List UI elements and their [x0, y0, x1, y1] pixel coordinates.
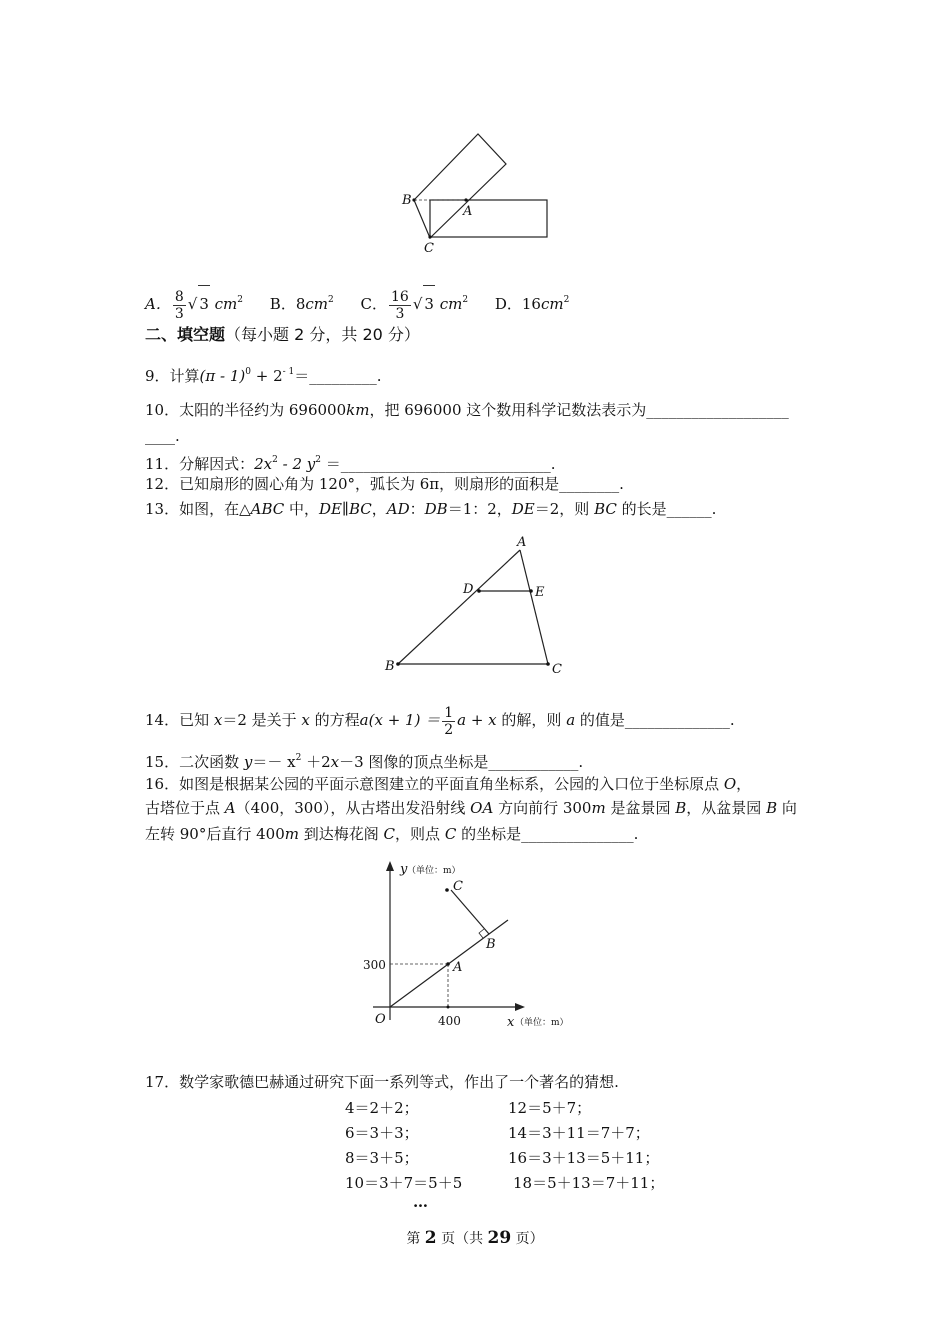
eq-left-4: 10＝3＋7＝5＋5	[345, 1174, 463, 1192]
q16-oa: OA	[470, 799, 494, 817]
q16-l1a: 16．如图是根据某公园的平面示意图建立的平面直角坐标系，公园的入口位于坐标原点	[145, 775, 724, 793]
q10-unit: km	[346, 401, 370, 419]
y-axis-unit: （单位：m）	[407, 866, 461, 876]
section-heading	[145, 325, 420, 345]
q16-b: B	[675, 799, 687, 817]
q16-l3a: 左转 90°后直行 400	[145, 825, 285, 843]
label-c: C	[552, 662, 562, 677]
question-9	[145, 362, 382, 386]
option-d	[495, 282, 569, 322]
footer-pre: 第	[406, 1231, 425, 1247]
point-a-dot	[464, 198, 467, 201]
footer-total-pages: 29	[487, 1228, 512, 1248]
question-10	[145, 400, 789, 420]
q14-part1: 14．已知	[145, 711, 214, 729]
origin-label: O	[375, 1012, 386, 1027]
q16-a: A	[224, 799, 236, 817]
option-d-value: 16	[521, 295, 541, 313]
q14-part3: 的方程	[309, 711, 360, 729]
q13-de2: DE	[511, 500, 535, 518]
point-c-label: C	[453, 879, 463, 894]
label-b: B	[385, 659, 395, 674]
q13-part-e: ：	[409, 500, 425, 518]
q16-l3c: ，则点	[395, 825, 445, 843]
eq-left-2: 6＝3＋3；	[345, 1124, 419, 1142]
label-a: A	[517, 535, 527, 550]
label-d: D	[463, 582, 474, 597]
q13-part-d: ，	[371, 500, 387, 518]
point-c-dot	[445, 888, 449, 892]
figure-coordinate-plane	[355, 855, 595, 1035]
point-d-dot	[477, 589, 481, 593]
q17-intro: 17．数学家歌德巴赫通过研究下面一系列等式，作出了一个著名的猜想.	[145, 1073, 619, 1091]
y-axis-arrow	[386, 861, 394, 871]
side-ab	[398, 550, 520, 664]
q9-expr-b: + 2	[251, 367, 283, 385]
question-11	[145, 450, 556, 474]
option-d-unit: cm	[540, 295, 564, 313]
q13-part-a: 13．如图，在△	[145, 500, 251, 518]
question-15	[145, 748, 583, 772]
option-b-value: 8	[295, 295, 306, 313]
side-ac	[520, 550, 548, 664]
q14-denominator: 2	[444, 721, 454, 738]
question-10-continued	[145, 426, 180, 446]
q16-c2: C	[444, 825, 457, 843]
q11-term1: 2x	[254, 455, 273, 473]
q13-de: DE	[319, 500, 343, 518]
eq-ellipsis: …	[413, 1193, 428, 1211]
q11-term2: - 2 y	[277, 455, 316, 473]
q13-parallel: ∥	[342, 500, 349, 518]
q13-abc: ABC	[250, 500, 285, 518]
q16-m1: m	[591, 799, 606, 817]
q9-expr-a: (π - 1)	[199, 367, 246, 385]
eq-right-1: 12＝5＋7；	[508, 1099, 592, 1117]
option-a-numerator: 8	[174, 288, 184, 305]
x-axis-arrow	[515, 1003, 525, 1011]
option-b-exponent: 2	[328, 295, 334, 305]
q9-exp0: 0	[245, 367, 251, 377]
q13-ad: AD	[386, 500, 410, 518]
q14-fraction	[442, 705, 455, 738]
option-b-unit: cm	[305, 295, 328, 313]
q14-a: a	[566, 711, 576, 729]
option-d-label: D．	[494, 295, 522, 313]
point-c-dot	[546, 662, 550, 666]
option-c-numerator: 16	[391, 288, 409, 305]
option-a: A． $\frac{8}{3}$ √ 3 $cm^2$	[145, 282, 243, 322]
q16-l2f: 向	[777, 799, 797, 817]
q16-l2a: 古塔位于点	[145, 799, 225, 817]
question-17	[145, 1072, 619, 1092]
option-c-unit: cm	[439, 295, 463, 313]
page-footer	[0, 1228, 950, 1248]
question-12	[145, 474, 624, 494]
q9-suffix: ＝_________.	[294, 367, 382, 385]
q15-part2: ＝－ x	[252, 753, 296, 771]
eq-left-3: 8＝3＋5；	[345, 1149, 419, 1167]
q13-part-b: 中，	[284, 500, 320, 518]
q13-bc2: BC	[594, 500, 617, 518]
eq-right-3: 16＝3＋13＝5＋11；	[508, 1149, 660, 1167]
q13-part-g: ＝2，则	[534, 500, 595, 518]
q11-prefix: 11．分解因式：	[145, 455, 255, 473]
point-b-dot	[412, 198, 415, 201]
question-13	[145, 499, 716, 519]
tilted-rectangle	[414, 134, 506, 238]
q11-exp1: 2	[272, 455, 278, 465]
q16-b2: B	[766, 799, 778, 817]
point-b-dot	[396, 662, 400, 666]
option-a-fraction	[173, 289, 186, 322]
q16-l2e: ，从盆景园	[686, 799, 767, 817]
label-a: A	[463, 204, 473, 219]
q10-text-a: 10．太阳的半径约为 696000	[145, 401, 347, 419]
q15-exp: 2	[295, 753, 302, 763]
label-e: E	[535, 585, 545, 600]
option-a-denominator: 3	[174, 305, 184, 322]
q15-part3: ＋2	[301, 753, 331, 771]
question-16-line1	[145, 774, 751, 794]
q14-x2: x	[301, 711, 310, 729]
q15-x: x	[330, 753, 340, 771]
q11-exp2: 2	[315, 455, 321, 465]
option-c-fraction	[389, 289, 411, 322]
option-a-label: A．	[145, 295, 171, 313]
label-b: B	[402, 193, 412, 208]
q16-l3d: 的坐标是_______________.	[456, 825, 639, 843]
q14-part4: 的解，则	[496, 711, 567, 729]
q16-l3b: 到达梅花阁	[299, 825, 384, 843]
q16-o: O	[723, 775, 737, 793]
q16-l1b: ，	[736, 775, 752, 793]
point-a-dot	[446, 962, 450, 966]
eq-right-2: 14＝3＋11＝7＋7；	[508, 1124, 650, 1142]
figure-triangle	[380, 530, 570, 680]
q16-c: C	[383, 825, 396, 843]
x-axis-label: x	[507, 1015, 515, 1030]
q10-cont: ____.	[145, 427, 180, 445]
q13-part-f: ＝1：2，	[447, 500, 512, 518]
option-c-label: C．	[360, 295, 387, 313]
q9-exp-neg1: - 1	[282, 367, 295, 377]
horizontal-rectangle	[430, 200, 547, 237]
footer-page-number: 2	[424, 1228, 437, 1248]
label-c: C	[424, 241, 434, 256]
point-c-dot	[428, 235, 431, 238]
question-16-line3	[145, 824, 638, 844]
point-e-dot	[529, 589, 533, 593]
q14-part2: ＝2 是关于	[222, 711, 302, 729]
tick-300-label: 300	[363, 958, 386, 972]
y-axis-label: y	[400, 862, 408, 877]
option-d-exponent: 2	[563, 295, 570, 305]
option-c: C． $\frac{16}{3}$ √ 3 $cm^2$	[361, 282, 469, 322]
option-c-radicand: 3	[423, 285, 435, 322]
eq-right-4: 18＝5＋13＝7＋11；	[513, 1174, 665, 1192]
segment-bc	[451, 890, 489, 934]
option-b	[270, 282, 334, 322]
q11-suffix: ＝____________________________.	[320, 455, 556, 473]
right-angle-mark	[479, 929, 484, 938]
option-a-radicand: 3	[198, 285, 210, 322]
tick-400-label: 400	[438, 1014, 461, 1028]
question-16-line2	[145, 798, 797, 818]
figure-rectangles	[390, 128, 560, 258]
section-title: 二、填空题	[145, 325, 226, 344]
tick-400-dot	[447, 1006, 450, 1009]
q8-options	[145, 282, 591, 322]
q14-numerator: 1	[444, 704, 454, 721]
q14-rhs: a + x	[457, 711, 497, 729]
q16-l2b: （400，300），从古塔出发沿射线	[235, 799, 471, 817]
q10-text-b: ，把 696000 这个数用科学记数法表示为___________________	[369, 401, 789, 419]
q15-y: y	[243, 753, 253, 771]
option-c-denominator: 3	[395, 305, 405, 322]
q15-part4: －3 图像的顶点坐标是____________.	[339, 753, 584, 771]
point-a-label: A	[453, 960, 463, 975]
x-axis-unit: （单位：m）	[515, 1018, 569, 1028]
question-14	[145, 700, 735, 740]
point-b-label: B	[486, 937, 496, 952]
q13-part-h: 的长是______.	[616, 500, 717, 518]
q14-x: x	[213, 711, 223, 729]
footer-mid: 页（共	[436, 1231, 488, 1247]
q13-bc: BC	[348, 500, 372, 518]
option-b-label: B．	[269, 295, 296, 313]
section-note: （每小题 2 分，共 20 分）	[225, 325, 420, 344]
eq-left-1: 4＝2＋2；	[345, 1099, 419, 1117]
footer-post: 页）	[511, 1231, 544, 1247]
q14-lhs: a(x + 1) ＝	[359, 711, 441, 729]
q14-part5: 的值是______________.	[575, 711, 735, 729]
q13-db: DB	[424, 500, 448, 518]
option-a-unit: cm	[214, 295, 238, 313]
q15-part1: 15．二次函数	[145, 753, 244, 771]
q12-text: 12．已知扇形的圆心角为 120°，弧长为 6π，则扇形的面积是________.	[145, 475, 624, 493]
q16-l2d: 是盆景园	[605, 799, 676, 817]
q16-m2: m	[284, 825, 299, 843]
q16-l2c: 方向前行 300	[493, 799, 592, 817]
q9-prefix: 9．计算	[145, 367, 200, 385]
option-a-exponent: 2	[237, 295, 244, 305]
option-c-exponent: 2	[462, 295, 469, 305]
